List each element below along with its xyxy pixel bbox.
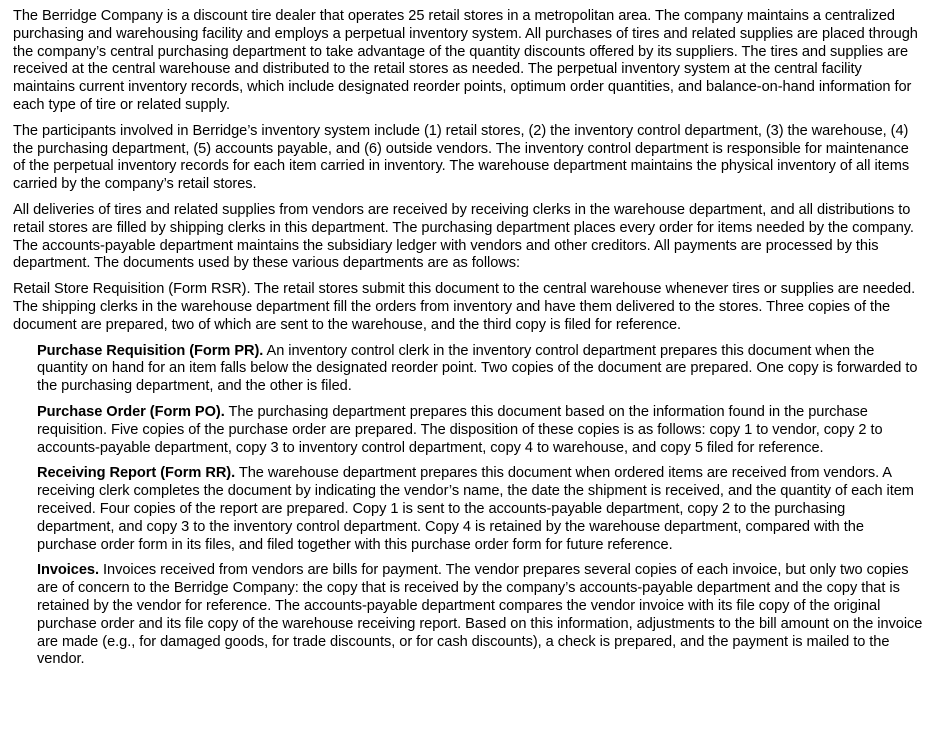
intro-paragraph-company: The Berridge Company is a discount tire dealer that operates 25 retail stores in a metropolitan area. The company maintains a centralized purchasing and warehousing facility and employs a perpetual inventory system. All purchases of tires and related supplies are placed through the company’s central purchasing department to take advantage of the quantity discounts offered by its suppliers. The tires and supplies are received at the central warehouse and distributed to the retail stores as needed. The perpetual inventory system at the central facility maintains current inventory records, which include designated reorder points, optimum order quantities, and balance-on-hand information for each type of tire or related supply. (13, 8, 918, 113)
intro-paragraph-participants: The participants involved in Berridge’s inventory system include (1) retail stores, (2) the inventory control department, (3) the warehouse, (4) the purchasing department, (5) accounts payable, and (6) outside vendors. The inventory control department is responsible for maintenance of the perpetual inventory records for each item carried in inventory. The warehouse department maintains the physical inventory of all items carried by the company’s retail stores. (13, 122, 910, 193)
intro-paragraph-retail-requisition: Retail Store Requisition (Form RSR). The retail stores submit this document to the central warehouse whenever tires or supplies are needed. The shipping clerks in the warehouse department fill the orders from inventory and have them delivered to the stores. Three copies of the document are prepared, two of which are sent to the warehouse, and the third copy is filed for reference. (13, 281, 916, 333)
document-term: Invoices. (37, 562, 100, 579)
document-item-purchase-requisition (37, 343, 923, 396)
intro-paragraph-departments: All deliveries of tires and related supplies from vendors are received by receiving clerks in the warehouse department, and all distributions to retail stores are filled by shipping clerks in this department. The purchasing department places every order for items needed by the company. The accounts-payable department maintains the subsidiary ledger with vendors and other creditors. All payments are processed by this department. The documents used by these various departments are as follows: (13, 201, 914, 272)
document-description: Invoices received from vendors are bills for payment. The vendor prepares several copies of each invoice, but only two copies are of concern to the Berridge Company: the copy that is received by the company’s accounts-payable department and the copy that is retained by the vendor for reference. The accounts-payable department compares the vendor invoice with its file copy of the original purchase order and its file copy of the warehouse receiving report. Based on this information, adjustments to the bill amount on the invoice are made (e.g., for damaged goods, for trade discounts, or for cash discounts), a check is prepared, and the payment is mailed to the vendor. (37, 562, 923, 668)
document-item-receiving-report (37, 465, 923, 554)
document-description: The purchasing department prepares this document based on the information found in the purchase requisition. Five copies of the purchase order are prepared. The disposition of these copies is as follows: copy 1 to vendor, copy 2 to accounts-payable department, copy 3 to inventory control department, copy 4 to warehouse, and copy 5 filed for reference. (37, 403, 883, 456)
document-description: The warehouse department prepares this document when ordered items are received from vendors. A receiving clerk completes the document by indicating the vendor’s name, the date the shipment is received, and the quantity of each item received. Four copies of the report are prepared. Copy 1 is sent to the accounts-payable department, copy 2 to the purchasing department, and copy 3 to the inventory control department. Copy 4 is retained by the warehouse department, compared with the purchase order form in its files, and filed together with this purchase order form for future reference. (37, 465, 914, 553)
document-term: Receiving Report (Form RR). (37, 465, 236, 482)
document-item-invoices (37, 562, 923, 669)
document-term: Purchase Requisition (Form PR). (37, 342, 264, 359)
document-term: Purchase Order (Form PO). (37, 403, 225, 420)
document-description: An inventory control clerk in the inventory control department prepares this document when the quantity on hand for an item falls below the designated reorder point. Two copies of the document are prepared. One copy is forwarded to the purchasing department, and the other is filed. (37, 342, 918, 395)
document-item-purchase-order (37, 404, 923, 457)
